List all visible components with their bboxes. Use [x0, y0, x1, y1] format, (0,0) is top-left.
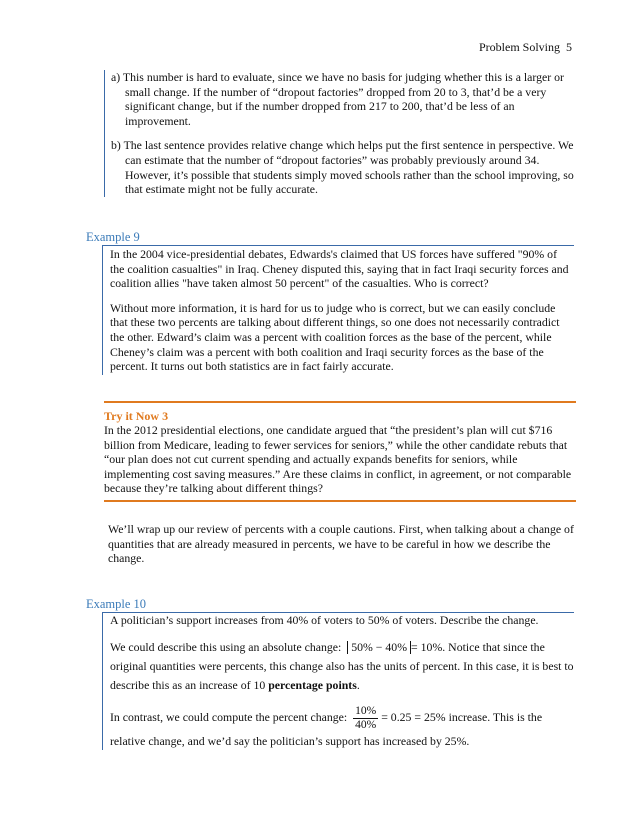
wrap-paragraph-block	[108, 522, 574, 566]
try-top-rule	[104, 401, 576, 403]
wrap-paragraph: We’ll wrap up our review of percents with a couple cautions. First, when talking about a change of quantities that are already measured in percents, we have to be careful in how we describe the change.	[108, 522, 574, 566]
example9-rule	[102, 245, 574, 246]
example10-title: Example 10	[86, 597, 147, 611]
percent-change-fraction	[353, 705, 378, 732]
example9-left-bar	[102, 245, 103, 375]
try-body: In the 2012 presidential elections, one candidate argued that “the president’s plan will cut $716 billion from Medicare, leading to fewer services for seniors,” while the other candidate rebuts that “our plan does not cut current spending and actually expands benefits for seniors, while implementing cost saving measures.” Are these claims in conflict, in agreement, or not comparable because they’re talking about different things?	[104, 423, 572, 496]
fraction-denominator: 40%	[355, 718, 377, 731]
example9-answer: Without more information, it is hard for us to judge who is correct, but we can easily conclude that these two percents are talking about different things, so one does not necessarily contradict the other. Edward’s claim was a percent with coalition forces as the base of the percent, while Cheney’s claim was a percent with both coalition and Iraqi security forces as the base of the percent. It turns out both statistics are in fact fairly accurate.	[110, 300, 560, 374]
fraction-numerator: 10%	[355, 704, 377, 717]
try-title: Try it Now 3	[104, 409, 169, 423]
example10-relative	[110, 705, 574, 751]
example10-body	[110, 613, 574, 751]
rel-explanation: increase. This is the relative change, and we’d say the politician’s support has increased by 25%.	[110, 709, 543, 748]
abs-value-expression: 50% − 40%	[347, 641, 411, 654]
example9-title: Example 9	[86, 230, 140, 244]
header-title: Problem Solving	[478, 40, 560, 54]
page-header	[479, 40, 572, 55]
try-it-now-box	[104, 401, 576, 502]
answer-b: b) The last sentence provides relative change which helps put the first sentence in perspective. We can estimate that the number of “dropout factories” was probably previously around 34. However, it’s possible that students simply moved schools rather than the school improving, so that estimate might not be fully accurate.	[111, 138, 574, 197]
rel-intro: In contrast, we could compute the percent change:	[110, 709, 348, 724]
percentage-points-term: percentage points	[268, 677, 357, 692]
try-bottom-rule	[104, 500, 576, 502]
example10-question: A politician’s support increases from 40% of voters to 50% of voters. Describe the change.	[110, 613, 539, 627]
example9-question: In the 2004 vice-presidential debates, Edwards's claimed that US forces have suffered "90% of the coalition casualties" in Iraq. Cheney disputed this, saying that in fact Iraqi security forces and coalition allies "have taken almost 50 percent" of the casualties. Who is correct?	[110, 247, 569, 291]
example9-body	[110, 247, 574, 374]
answer-block	[104, 70, 581, 197]
abs-intro: We could describe this using an absolute change:	[110, 639, 342, 654]
example10-absolute	[110, 638, 574, 695]
answer-a: a) This number is hard to evaluate, since we have no basis for judging whether this is a larger or small change. If the number of “dropout factories” dropped from 20 to 3, that’d be a very significant change, but if the number dropped from 217 to 200, that’d be less of an improvement.	[111, 70, 564, 128]
abs-explanation: . Notice that since the original quantities were percents, this change also has the units of percent. In this case, it is best to describe this as an increase of 10	[110, 639, 574, 692]
rel-result: = 0.25 = 25%	[381, 709, 446, 724]
example10-left-bar	[102, 612, 103, 750]
abs-result: = 10%	[411, 639, 443, 654]
abs-end: .	[356, 677, 360, 692]
page-number: 5	[566, 40, 572, 54]
